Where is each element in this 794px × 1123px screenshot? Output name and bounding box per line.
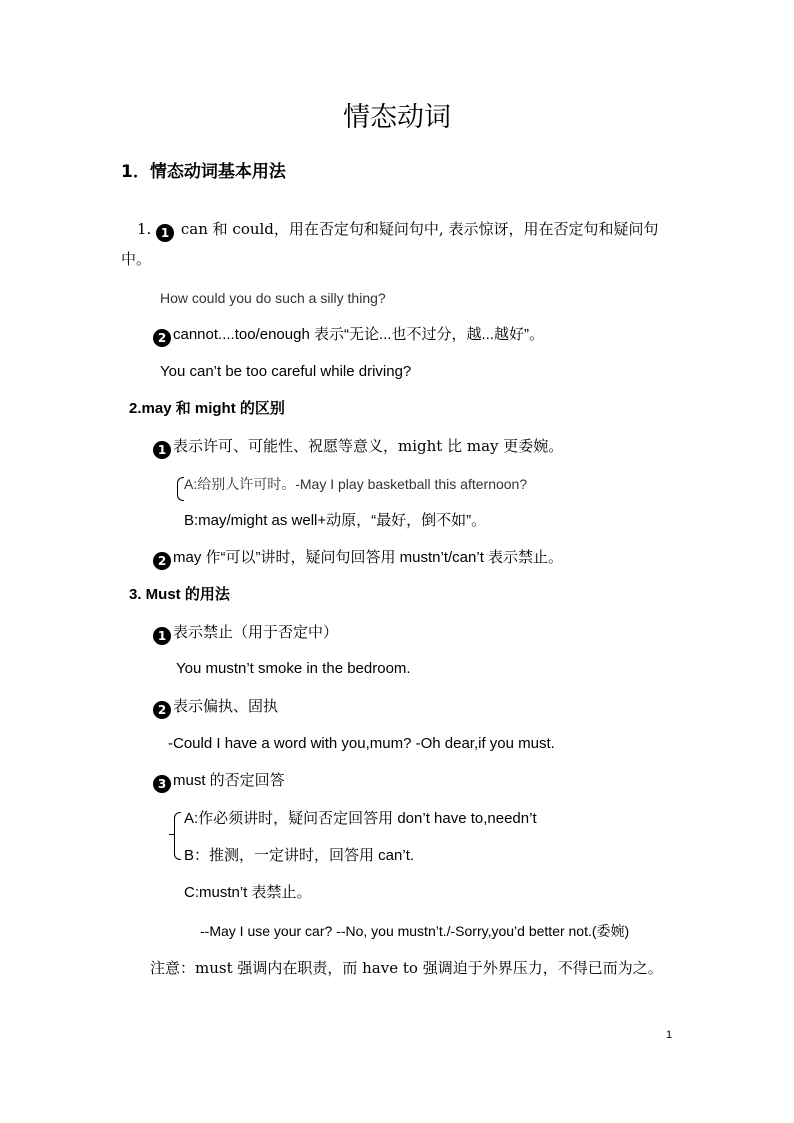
section1-point1-cont: 中。 <box>121 250 152 268</box>
section3-point1 <box>153 622 338 645</box>
section3-example2: -Could I have a word with you,mum? -Oh dear,if you must. <box>168 735 555 752</box>
circled-number-2: 2 <box>153 701 171 719</box>
section1-point1 <box>137 219 658 242</box>
section3-example1: You mustn’t smoke in the bedroom. <box>176 660 411 677</box>
section3-brace-b: B：推测，一定讲时，回答用 can’t. <box>184 847 415 864</box>
section2-brace-b: B:may/might as well+动原，“最好，倒不如”。 <box>184 512 487 529</box>
section3-example3: --May I use your car? --No, you mustn’t./-Sorry,you’d better not.(委婉) <box>200 923 630 939</box>
point2-text: 表示偏执、固执 <box>173 697 279 715</box>
page-number: 1 <box>666 1029 673 1041</box>
point3-text: must 的否定回答 <box>173 772 285 789</box>
section3-point3 <box>153 771 285 793</box>
point1-text: 表示禁止（用于否定中） <box>173 623 339 641</box>
brace-icon <box>174 812 181 860</box>
section3-heading <box>129 585 230 605</box>
point1-text: can 和 could，用在否定句和疑问句中, 表示惊讶，用在否定句和疑问句 <box>180 220 659 238</box>
section2-heading: 2.may 和 might 的区别 <box>129 400 285 417</box>
section1-heading: 1．情态动词基本用法 <box>121 162 286 182</box>
page-title: 情态动词 <box>343 102 451 133</box>
section3-point2 <box>153 696 278 719</box>
point1-text: 表示许可、可能性、祝愿等意义，might 比 may 更委婉。 <box>173 437 564 455</box>
brace-point-icon <box>169 834 174 835</box>
note-text: 注意：must 强调内在职责，而 have to 强调迫于外界压力，不得已而为之。 <box>150 959 663 977</box>
circled-number-1: 1 <box>156 224 174 242</box>
point2-text: cannot....too/enough 表示“无论...也不过分，越...越好”。 <box>173 326 544 343</box>
section2-point2 <box>153 548 563 570</box>
circled-number-1: 1 <box>153 627 171 645</box>
section1-point2 <box>153 325 544 347</box>
circled-number-2: 2 <box>153 329 171 347</box>
section2-brace-a: A:给别人许可时。-May I play basketball this afternoon? <box>184 476 528 492</box>
circled-number-3: 3 <box>153 775 171 793</box>
section1-example2: You can’t be too careful while driving? <box>160 363 412 380</box>
item-number: 1. <box>137 220 152 238</box>
section1-example1: How could you do such a silly thing? <box>160 290 386 306</box>
section3-line-c: C:mustn’t 表禁止。 <box>184 884 312 901</box>
circled-number-2: 2 <box>153 552 171 570</box>
section3-brace-a: A:作必须讲时，疑问否定回答用 don’t have to,needn’t <box>184 810 537 827</box>
brace-icon <box>177 477 184 501</box>
point2-text: may 作“可以”讲时，疑问句回答用 mustn’t/can’t 表示禁止。 <box>173 549 564 566</box>
circled-number-1: 1 <box>153 441 171 459</box>
section3-heading-text: 3. Must 的用法 <box>129 586 230 603</box>
section2-point1 <box>153 436 563 459</box>
